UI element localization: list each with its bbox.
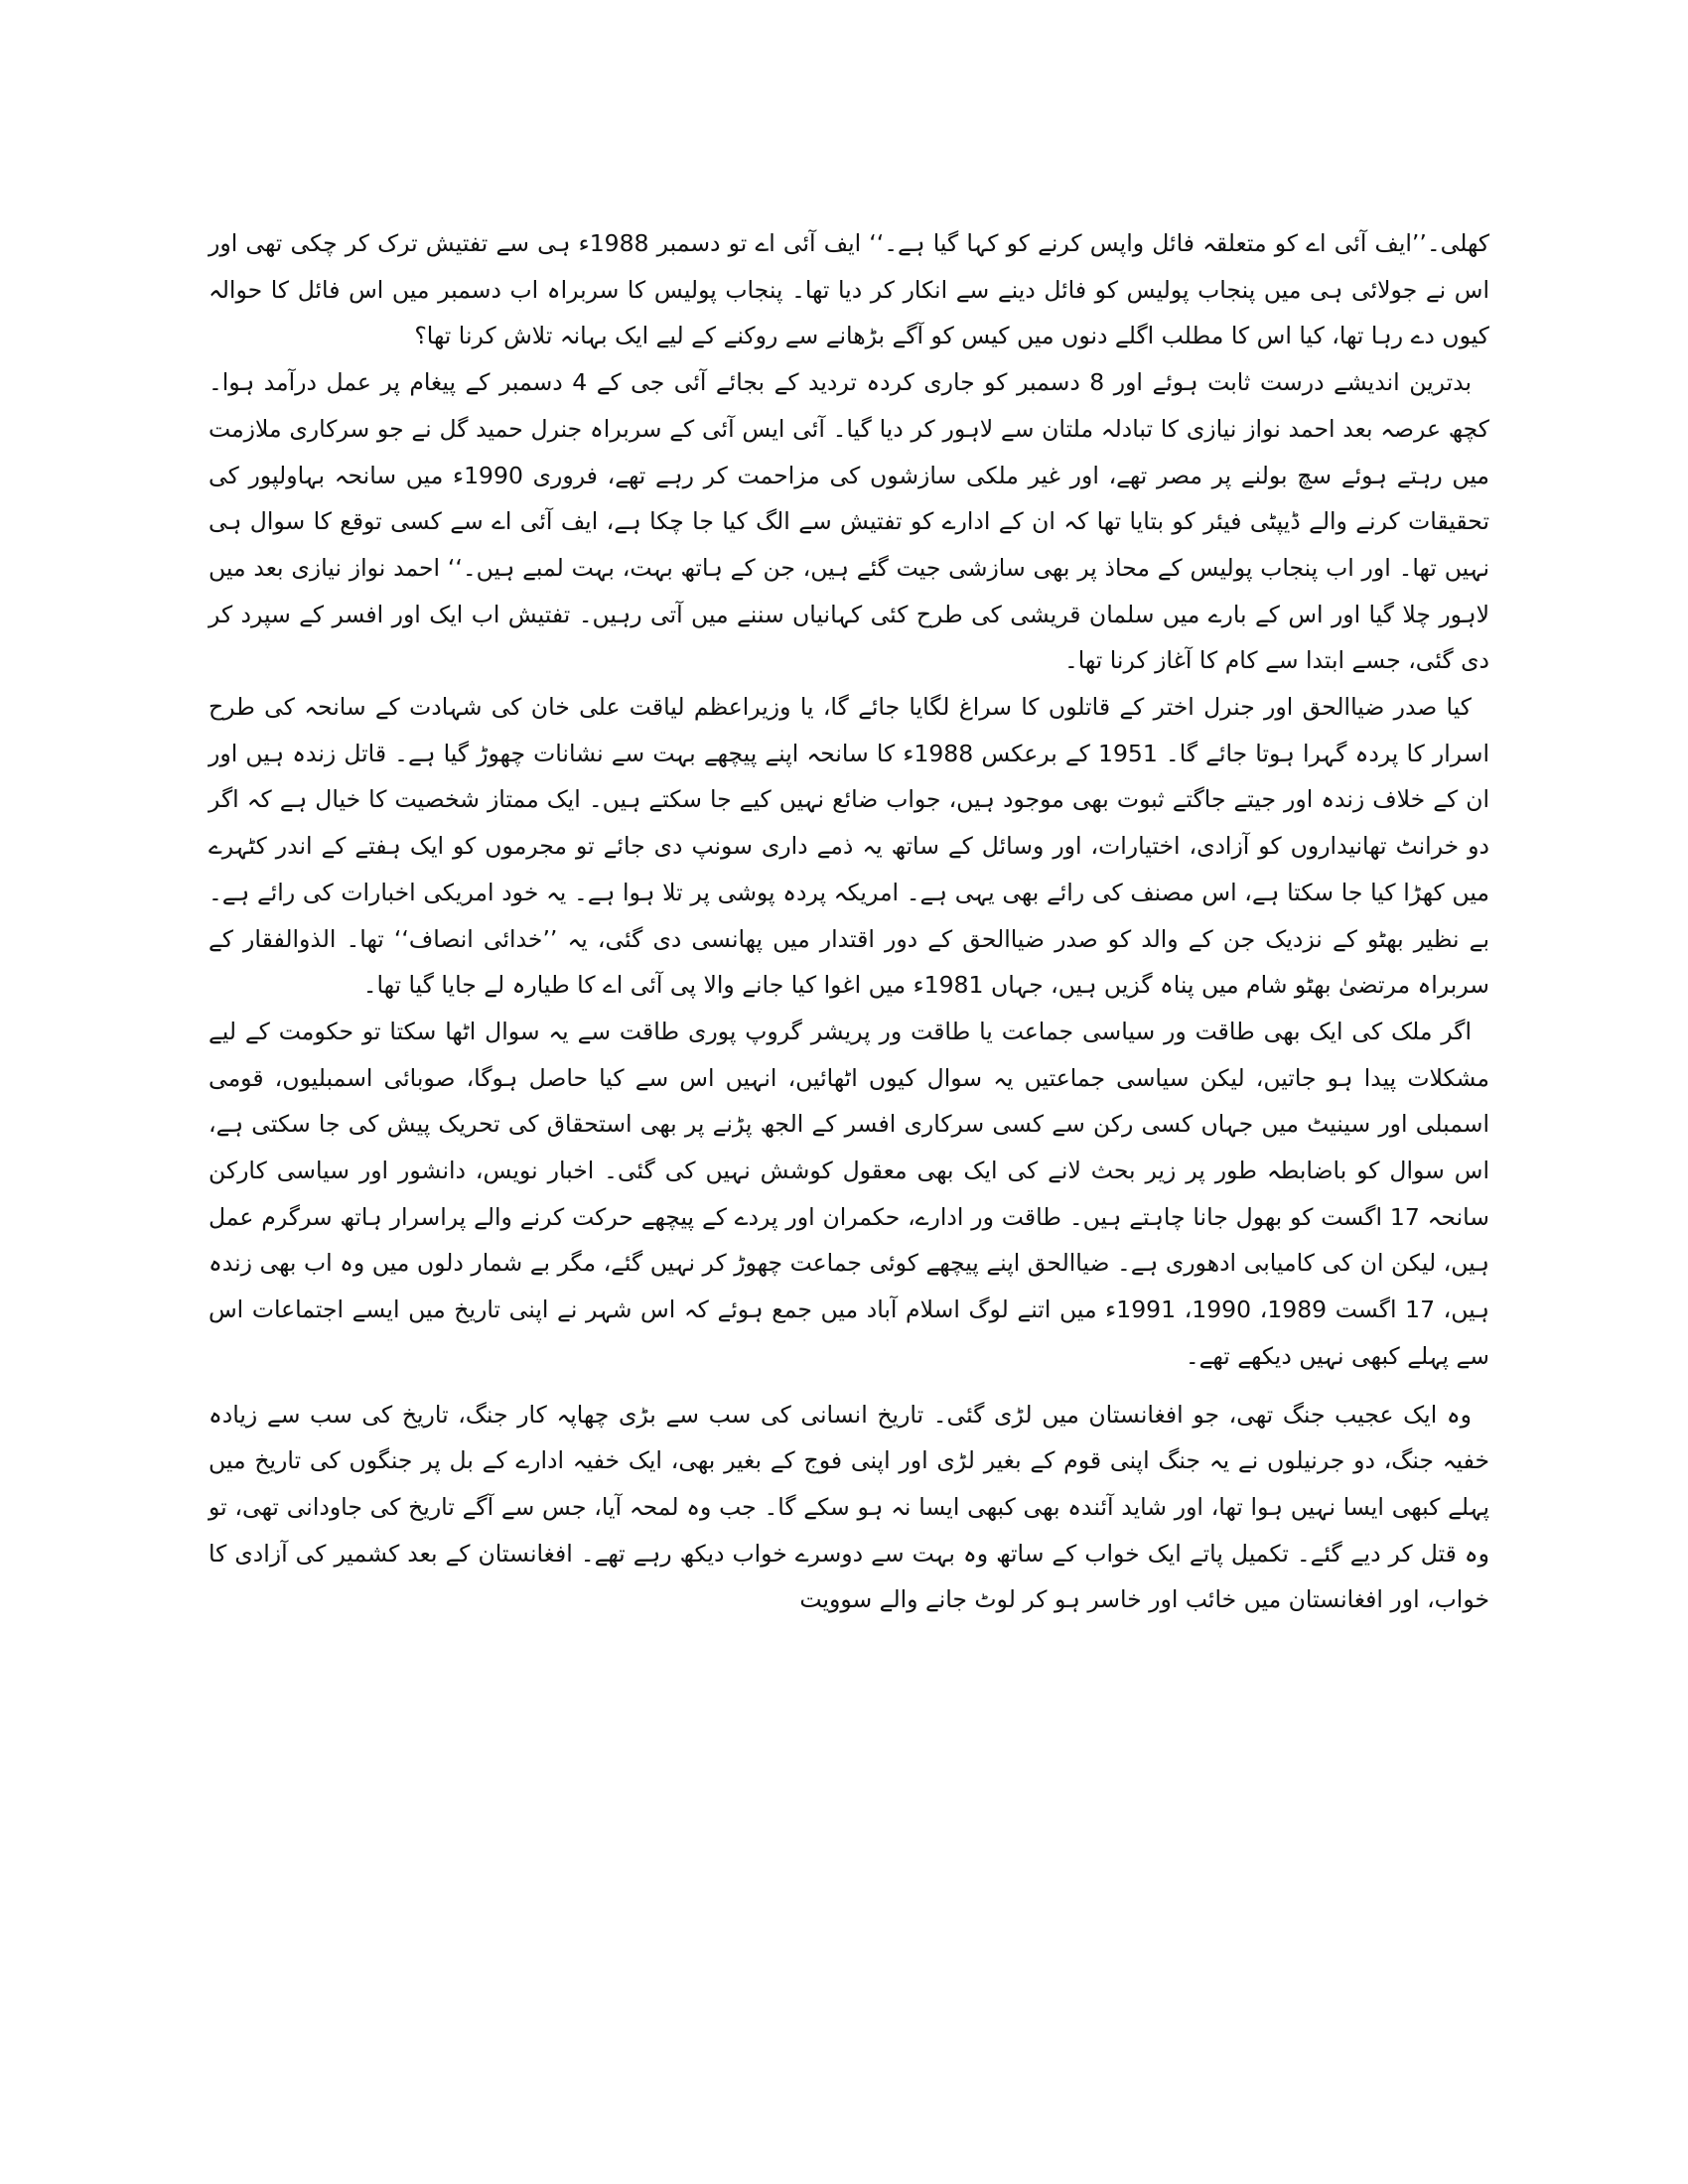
paragraph-4: اگر ملک کی ایک بھی طاقت ور سیاسی جماعت یا طاقت ور پریشر گروپ پوری طاقت سے یہ سوال اٹھا سکتا تو حکومت کے لیے مشکلات پیدا ہو جاتیں، لیکن سیاسی جماعتیں یہ سوال کیوں اٹھائیں، انہیں اس سے کیا حاصل ہوگا، صوبائی اسمبلیوں، قومی اسمبلی اور سینیٹ میں جہاں کسی رکن سے کسی سرکاری افسر کے الجھ پڑنے پر بھی استحقاق کی تحریک پیش کی جا سکتی ہے، اس سوال کو باضابطہ طور پر زیر بحث لانے کی ایک بھی معقول کوشش نہیں کی گئی۔ اخبار نویس، دانشور اور سیاسی کارکن سانحہ 17 اگست کو بھول جانا چاہتے ہیں۔ طاقت ور ادارے، حکمران اور پردے کے پیچھے حرکت کرنے والے پراسرار ہاتھ سرگرم عمل ہیں، لیکن ان کی کامیابی ادھوری ہے۔ ضیاالحق اپنے پیچھے کوئی جماعت چھوڑ کر نہیں گئے، مگر بے شمار دلوں میں وہ اب بھی زندہ ہیں، 17 اگست 1989، 1990، 1991ء میں اتنے لوگ اسلام آباد میں جمع ہوئے کہ اس شہر نے اپنی تاریخ میں ایسے اجتماعات اس سے پہلے کبھی نہیں دیکھے تھے۔ <box>209 1017 1490 1370</box>
paragraph-5: وہ ایک عجیب جنگ تھی، جو افغانستان میں لڑی گئی۔ تاریخ انسانی کی سب سے بڑی چھاپہ کار جنگ، تاریخ کی سب سے زیادہ خفیہ جنگ، دو جرنیلوں نے یہ جنگ اپنی قوم کے بغیر لڑی اور اپنی فوج کے بغیر بھی، ایک خفیہ ادارے کے بل پر جنگوں کی تاریخ میں پہلے کبھی ایسا نہیں ہوا تھا، اور شاید آئندہ بھی کبھی ایسا نہ ہو سکے گا۔ جب وہ لمحہ آیا، جس سے آگے تاریخ کی جاودانی تھی، تو وہ قتل کر دیے گئے۔ تکمیل پاتے ایک خواب کے ساتھ وہ بہت سے دوسرے خواب دیکھ رہے تھے۔ افغانستان کے بعد کشمیر کی آزادی کا خواب، اور افغانستان میں خائب اور خاسر ہو کر لوٹ جانے والے سوویت <box>209 1400 1489 1614</box>
urdu-text-body <box>209 220 1489 1623</box>
paragraph-2: بدترین اندیشے درست ثابت ہوئے اور 8 دسمبر کو جاری کردہ تردید کے بجائے آئی جی کے 4 دسمبر کے پیغام پر عمل درآمد ہوا۔ کچھ عرصہ بعد احمد نواز نیازی کا تبادلہ ملتان سے لاہور کر دیا گیا۔ آئی ایس آئی کے سربراہ جنرل حمید گل نے جو سرکاری ملازمت میں رہتے ہوئے سچ بولنے پر مصر تھے، اور غیر ملکی سازشوں کی مزاحمت کر رہے تھے، فروری 1990ء میں سانحہ بہاولپور کی تحقیقات کرنے والے ڈیپٹی فیئر کو بتایا تھا کہ ان کے ادارے کو تفتیش سے الگ کیا جا چکا ہے، ایف آئی اے سے کسی توقع کا سوال ہی نہیں تھا۔ اور اب پنجاب پولیس کے محاذ پر بھی سازشی جیت گئے ہیں، جن کے ہاتھ بہت، بہت لمبے ہیں۔‘‘ احمد نواز نیازی بعد میں لاہور چلا گیا اور اس کے بارے میں سلمان قریشی کی طرح کئی کہانیاں سننے میں آتی رہیں۔ تفتیش اب ایک اور افسر کے سپرد کر دی گئی، جسے ابتدا سے کام کا آغاز کرنا تھا۔ <box>209 368 1489 675</box>
paragraph-3: کیا صدر ضیاالحق اور جنرل اختر کے قاتلوں کا سراغ لگایا جائے گا، یا وزیراعظم لیاقت علی خان کی شہادت کے سانحہ کی طرح اسرار کا پردہ گہرا ہوتا جائے گا۔ 1951 کے برعکس 1988ء کا سانحہ اپنے پیچھے بہت سے نشانات چھوڑ گیا ہے۔ قاتل زندہ ہیں اور ان کے خلاف زندہ اور جیتے جاگتے ثبوت بھی موجود ہیں، جواب ضائع نہیں کیے جا سکتے ہیں۔ ایک ممتاز شخصیت کا خیال ہے کہ اگر دو خرانٹ تھانیداروں کو آزادی، اختیارات، اور وسائل کے ساتھ یہ ذمے داری سونپ دی جائے تو مجرموں کو ایک ہفتے کے اندر کٹہرے میں کھڑا کیا جا سکتا ہے، اس مصنف کی رائے بھی یہی ہے۔ امریکہ پردہ پوشی پر تلا ہوا ہے۔ یہ خود امریکی اخبارات کی رائے ہے۔ بے نظیر بھٹو کے نزدیک جن کے والد کو صدر ضیاالحق کے دور اقتدار میں پھانسی دی گئی، یہ ’’خدائی انصاف‘‘ تھا۔ الذوالفقار کے سربراہ مرتضیٰ بھٹو شام میں پناہ گزیں ہیں، جہاں 1981ء میں اغوا کیا جانے والا پی آئی اے کا طیارہ لے جایا گیا تھا۔ <box>209 693 1489 1000</box>
paragraph-1: کھلی۔’’ایف آئی اے کو متعلقہ فائل واپس کرنے کو کہا گیا ہے۔‘‘ ایف آئی اے تو دسمبر 1988ء ہی سے تفتیش ترک کر چکی تھی اور اس نے جولائی ہی میں پنجاب پولیس کو فائل دینے سے انکار کر دیا تھا۔ پنجاب پولیس کا سربراہ اب دسمبر میں اس فائل کا حوالہ کیوں دے رہا تھا، کیا اس کا مطلب اگلے دنوں میں کیس کو آگے بڑھانے سے روکنے کے لیے ایک بہانہ تلاش کرنا تھا؟ <box>209 229 1490 350</box>
